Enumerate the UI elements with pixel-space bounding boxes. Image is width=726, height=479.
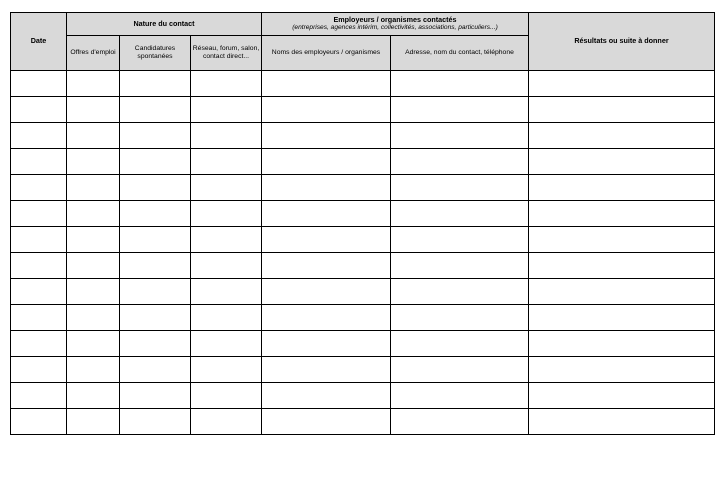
candidatures-cell[interactable]: [120, 175, 191, 201]
date-cell[interactable]: [11, 305, 67, 331]
header-employeurs-group: [262, 13, 529, 36]
offres-cell[interactable]: [67, 71, 120, 97]
header-candidatures-spontanees: Candidatures spontanées: [120, 36, 191, 71]
reseau-cell[interactable]: [191, 123, 262, 149]
resultats-cell[interactable]: [529, 123, 715, 149]
noms-cell[interactable]: [262, 97, 391, 123]
adresse-cell[interactable]: [391, 123, 529, 149]
date-cell[interactable]: [11, 227, 67, 253]
offres-cell[interactable]: [67, 383, 120, 409]
resultats-cell[interactable]: [529, 253, 715, 279]
date-cell[interactable]: [11, 409, 67, 435]
date-cell[interactable]: [11, 357, 67, 383]
noms-cell[interactable]: [262, 357, 391, 383]
header-employeurs-title: Employeurs / organismes contactés: [333, 15, 457, 25]
adresse-cell[interactable]: [391, 279, 529, 305]
noms-cell[interactable]: [262, 331, 391, 357]
resultats-cell[interactable]: [529, 227, 715, 253]
adresse-cell[interactable]: [391, 409, 529, 435]
table-row: [11, 149, 715, 175]
table-row: [11, 409, 715, 435]
date-cell[interactable]: [11, 383, 67, 409]
contact-log-sheet: [10, 12, 715, 435]
date-cell[interactable]: [11, 201, 67, 227]
resultats-cell[interactable]: [529, 97, 715, 123]
reseau-cell[interactable]: [191, 201, 262, 227]
table-row: [11, 175, 715, 201]
table-row: [11, 123, 715, 149]
resultats-cell[interactable]: [529, 71, 715, 97]
candidatures-cell[interactable]: [120, 201, 191, 227]
date-cell[interactable]: [11, 97, 67, 123]
noms-cell[interactable]: [262, 253, 391, 279]
resultats-cell[interactable]: [529, 149, 715, 175]
candidatures-cell[interactable]: [120, 305, 191, 331]
offres-cell[interactable]: [67, 201, 120, 227]
reseau-cell[interactable]: [191, 357, 262, 383]
date-cell[interactable]: [11, 149, 67, 175]
offres-cell[interactable]: [67, 253, 120, 279]
header-row-groups: [11, 13, 715, 36]
reseau-cell[interactable]: [191, 331, 262, 357]
candidatures-cell[interactable]: [120, 253, 191, 279]
offres-cell[interactable]: [67, 305, 120, 331]
noms-cell[interactable]: [262, 149, 391, 175]
resultats-cell[interactable]: [529, 201, 715, 227]
noms-cell[interactable]: [262, 201, 391, 227]
adresse-cell[interactable]: [391, 253, 529, 279]
header-noms-employeurs: Noms des employeurs / organismes: [262, 36, 391, 71]
contact-log-body: [11, 71, 715, 435]
reseau-cell[interactable]: [191, 253, 262, 279]
table-row: [11, 357, 715, 383]
adresse-cell[interactable]: [391, 149, 529, 175]
resultats-cell[interactable]: [529, 279, 715, 305]
date-cell[interactable]: [11, 253, 67, 279]
table-row: [11, 305, 715, 331]
offres-cell[interactable]: [67, 331, 120, 357]
adresse-cell[interactable]: [391, 175, 529, 201]
candidatures-cell[interactable]: [120, 227, 191, 253]
offres-cell[interactable]: [67, 357, 120, 383]
table-row: [11, 97, 715, 123]
contact-log-table: [10, 12, 715, 435]
candidatures-cell[interactable]: [120, 97, 191, 123]
resultats-cell[interactable]: [529, 331, 715, 357]
table-row: [11, 227, 715, 253]
adresse-cell[interactable]: [391, 201, 529, 227]
date-cell[interactable]: [11, 123, 67, 149]
noms-cell[interactable]: [262, 409, 391, 435]
candidatures-cell[interactable]: [120, 71, 191, 97]
offres-cell[interactable]: [67, 175, 120, 201]
offres-cell[interactable]: [67, 227, 120, 253]
reseau-cell[interactable]: [191, 227, 262, 253]
header-nature-du-contact: Nature du contact: [67, 13, 262, 36]
table-row: [11, 383, 715, 409]
candidatures-cell[interactable]: [120, 123, 191, 149]
reseau-cell[interactable]: [191, 71, 262, 97]
header-employeurs-subtitle: (entreprises, agences intérim, collectivités, associations, particuliers...): [292, 24, 498, 32]
offres-cell[interactable]: [67, 279, 120, 305]
offres-cell[interactable]: [67, 97, 120, 123]
adresse-cell[interactable]: [391, 71, 529, 97]
header-date: Date: [11, 13, 67, 71]
noms-cell[interactable]: [262, 123, 391, 149]
resultats-cell[interactable]: [529, 175, 715, 201]
date-cell[interactable]: [11, 331, 67, 357]
noms-cell[interactable]: [262, 305, 391, 331]
reseau-cell[interactable]: [191, 97, 262, 123]
table-row: [11, 201, 715, 227]
header-offres-emploi: Offres d'emploi: [67, 36, 120, 71]
resultats-cell[interactable]: [529, 357, 715, 383]
reseau-cell[interactable]: [191, 149, 262, 175]
resultats-cell[interactable]: [529, 409, 715, 435]
reseau-cell[interactable]: [191, 279, 262, 305]
table-row: [11, 331, 715, 357]
noms-cell[interactable]: [262, 175, 391, 201]
header-adresse-contact: Adresse, nom du contact, téléphone: [391, 36, 529, 71]
table-row: [11, 71, 715, 97]
offres-cell[interactable]: [67, 123, 120, 149]
adresse-cell[interactable]: [391, 227, 529, 253]
adresse-cell[interactable]: [391, 383, 529, 409]
candidatures-cell[interactable]: [120, 409, 191, 435]
noms-cell[interactable]: [262, 383, 391, 409]
table-row: [11, 253, 715, 279]
offres-cell[interactable]: [67, 409, 120, 435]
header-resultats: Résultats ou suite à donner: [529, 13, 715, 71]
header-reseau-forum: Réseau, forum, salon, contact direct...: [191, 36, 262, 71]
adresse-cell[interactable]: [391, 331, 529, 357]
date-cell[interactable]: [11, 71, 67, 97]
date-cell[interactable]: [11, 279, 67, 305]
candidatures-cell[interactable]: [120, 149, 191, 175]
reseau-cell[interactable]: [191, 175, 262, 201]
noms-cell[interactable]: [262, 279, 391, 305]
noms-cell[interactable]: [262, 227, 391, 253]
reseau-cell[interactable]: [191, 409, 262, 435]
candidatures-cell[interactable]: [120, 357, 191, 383]
offres-cell[interactable]: [67, 149, 120, 175]
reseau-cell[interactable]: [191, 305, 262, 331]
date-cell[interactable]: [11, 175, 67, 201]
resultats-cell[interactable]: [529, 383, 715, 409]
candidatures-cell[interactable]: [120, 383, 191, 409]
candidatures-cell[interactable]: [120, 279, 191, 305]
resultats-cell[interactable]: [529, 305, 715, 331]
adresse-cell[interactable]: [391, 357, 529, 383]
adresse-cell[interactable]: [391, 97, 529, 123]
reseau-cell[interactable]: [191, 383, 262, 409]
adresse-cell[interactable]: [391, 305, 529, 331]
candidatures-cell[interactable]: [120, 331, 191, 357]
noms-cell[interactable]: [262, 71, 391, 97]
table-row: [11, 279, 715, 305]
